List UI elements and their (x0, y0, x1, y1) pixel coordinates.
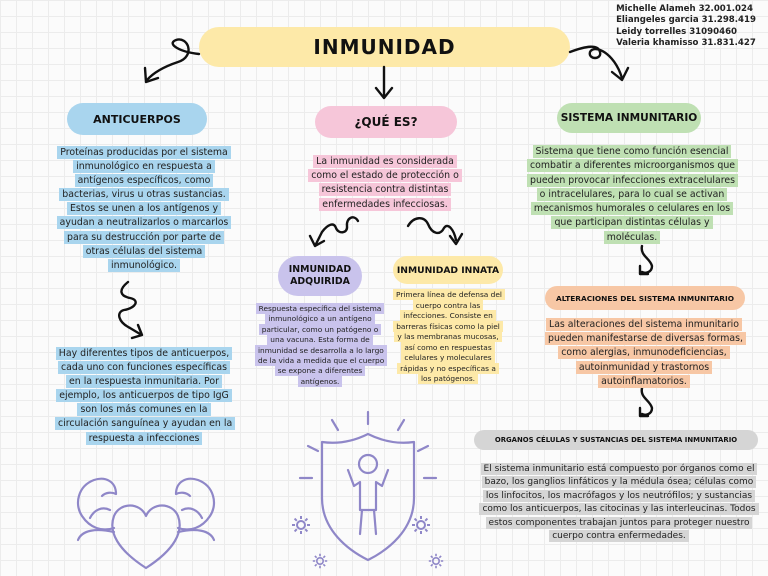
organos-description (477, 463, 761, 543)
author-line: Eliangeles garcia 31.298.419 (616, 15, 756, 26)
alteraciones-heading (545, 286, 745, 310)
flexed-arm-heart-icon (56, 470, 236, 570)
sistema-description (527, 145, 737, 245)
anticuerpos-description (55, 146, 233, 273)
organos-heading-text: ORGANOS CÉLULAS Y SUSTANCIAS DEL SISTEMA INMUNITARIO (494, 436, 738, 444)
immune-shield-person-icon (288, 406, 448, 576)
sistema-description-text: Sistema que tiene como función esencial combatir a diferentes microorganismos que pueden provocar infecciones extracelulares o intracelulares, para lo cual se activan mecanismos humorales o celulares en los que participan distintas células y moléculas. (527, 145, 738, 244)
que-es-description (305, 155, 465, 212)
anticuerpos-heading-text: ANTICUERPOS (93, 112, 181, 126)
alteraciones-description-text: Las alteraciones del sistema inmunitario pueden manifestarse de diversas formas, como alergias, inmunodeficiencias, autoinmunidad y trastornos autoinflamatorios. (545, 318, 746, 388)
sistema-heading-text: SISTEMA INMUNITARIO (560, 112, 698, 124)
innata-heading-text: INMUNIDAD INNATA (396, 264, 500, 276)
que-es-description-text: La inmunidad es considerada como el estado de protección o resistencia contra distintas enfermedades infecciosas. (308, 155, 462, 211)
adquirida-description (255, 304, 385, 387)
author-line: Leidy torrelles 31090460 (616, 26, 738, 37)
main-title-text: INMUNIDAD (313, 35, 456, 59)
gear-icon (428, 553, 444, 569)
organos-heading (474, 430, 758, 450)
anticuerpos-heading (67, 103, 207, 135)
anticuerpos-types (55, 347, 233, 446)
sistema-heading (557, 103, 701, 133)
que-es-heading-text: ¿QUÉ ES? (354, 115, 418, 129)
squiggle-arrow-anticuerpos (119, 282, 140, 334)
alteraciones-description (545, 318, 743, 389)
adquirida-heading-text: INMUNIDAD ADQUIRIDA (288, 264, 352, 287)
gear-icon (411, 515, 431, 535)
loop-arrow-left (147, 39, 199, 80)
squiggle-arrow-innata (408, 218, 456, 240)
squiggle-arrow-adquirida (316, 217, 358, 244)
gear-icon (312, 553, 328, 569)
adquirida-description-text: Respuesta específica del sistema inmunológico a un antígeno particular, como un patógeno o una vacuna. Esta forma de inmunidad se desarrolla a lo largo de la vida a medida que el cuerpo se expone a diferentes antígenos. (255, 303, 387, 387)
innata-description-text: Primera línea de defensa del cuerpo contra las infecciones. Consiste en barreras físicas como la piel y las membranas mucosas, así como en respuestas celulares y moleculares rápidas y no específicas a los patógenos. (393, 289, 505, 384)
innata-heading (393, 256, 503, 284)
author-line: Valeria khamisso 31.831.427 (616, 38, 756, 49)
gear-icon (291, 515, 311, 535)
innata-description (393, 290, 503, 385)
que-es-heading (315, 106, 457, 138)
hook-arrow-alteraciones (642, 388, 652, 415)
anticuerpos-types-text: Hay diferentes tipos de anticuerpos, cada uno con funciones específicas en la respuesta inmunitaria. Por ejemplo, los anticuerpos de tipo IgG son los más comunes en la circulación sanguínea y ayudan en la respuesta a infecciones (55, 347, 235, 445)
alteraciones-heading-text: ALTERACIONES DEL SISTEMA INMUNITARIO (555, 293, 735, 303)
anticuerpos-description-text: Proteínas producidas por el sistema inmunológico en respuesta a antígenos específicos, como bacterias, virus u otras sustancias. Estos se unen a los antígenos y ayudan a neutralizarlos o marcarlos para su destrucción por parte de otras células del sistema inmunológico. (57, 146, 232, 272)
hook-arrow-sistema (642, 246, 652, 273)
organos-description-text: El sistema inmunitario está compuesto por órganos como el bazo, los ganglios linfáticos y la médula ósea; células como los linfocitos, los macrófagos y los neutrófilos; y sustancias como los anticuerpos, las citocinas y las interleucinas. Todos estos componentes trabajan juntos para proteger nuestro cuerpo contra enfermedades. (479, 463, 758, 542)
adquirida-heading (278, 256, 362, 296)
author-line: Michelle Alameh 32.001.024 (616, 4, 753, 14)
